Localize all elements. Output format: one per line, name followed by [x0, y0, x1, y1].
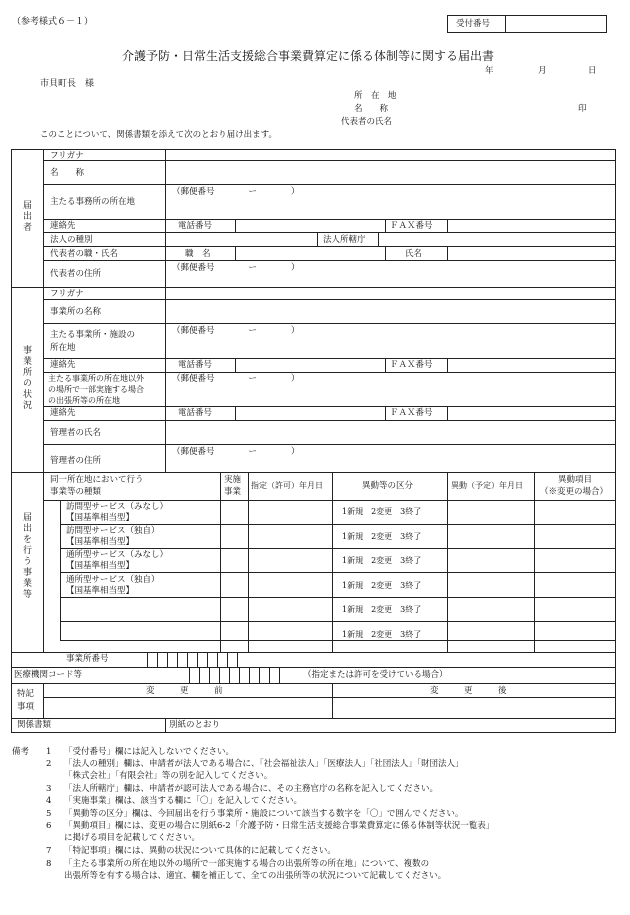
rep-title-label: 職 名 [185, 249, 211, 259]
note-text: 「受付番号」欄には記入しないでください。 [64, 747, 235, 757]
service-implemented-cell[interactable] [222, 549, 246, 571]
before-change-field[interactable] [45, 699, 330, 717]
notifier-furigana-field[interactable] [167, 150, 614, 159]
after-change-header: 変 更 後 [430, 686, 507, 696]
service-implemented-cell[interactable] [222, 501, 246, 523]
note-text: に掲げる項目を記載してください。 [64, 833, 201, 843]
form-reference: （参考様式６－１） [12, 17, 94, 27]
office-furigana-field[interactable] [167, 288, 614, 298]
service-name-line2: 【国基準相当型】 [66, 561, 135, 571]
medical-code-label: 医療機関コード等 [14, 670, 83, 680]
notifier-section-label: 届出者 [21, 200, 31, 233]
col-implemented-2: 事業 [224, 487, 242, 497]
corp-authority-label: 法人所轄庁 [323, 235, 366, 245]
branch-fax-label: ＦＡＸ番号 [390, 408, 433, 418]
notifier-contact-label: 連絡先 [50, 221, 76, 231]
notes-label: 備考 [12, 747, 30, 757]
representative-label: 代表者の氏名 [341, 117, 393, 127]
note-text: 「株式会社」「有限会社」等の別を記入してください。 [64, 771, 273, 781]
col-change-item-2: （※変更の場合） [540, 487, 609, 497]
service-status-options[interactable]: 1新規 2変更 3終了 [342, 581, 422, 590]
office-number-label: 事業所番号 [66, 654, 109, 664]
date-year: 年 [485, 66, 494, 76]
manager-name-label: 管理者の氏名 [50, 428, 102, 438]
service-status-options[interactable]: 1新規 2変更 3終了 [342, 630, 422, 639]
notifier-fax-field[interactable] [449, 220, 614, 231]
branch-phone-label: 電話番号 [178, 408, 213, 418]
service-name-line2: 【国基準相当型】 [66, 586, 135, 596]
note-text: 「実施事業」欄は、該当する欄に「〇」を記入してください。 [64, 796, 303, 806]
note-number: 8 [46, 859, 52, 869]
office-phone-field[interactable] [237, 359, 383, 371]
note-text: 「異動項目」欄には、変更の場合に別紙6-2「介護予防・日常生活支援総合事業費算定に係る体制等状況一覧表」 [64, 821, 495, 831]
medical-code-note: （指定または許可を受けている場合） [303, 670, 448, 680]
office-furigana-label: フリガナ [50, 289, 84, 299]
note-number: 6 [46, 821, 52, 831]
notifier-furigana-label: フリガナ [50, 151, 84, 161]
branch-address-field[interactable] [167, 387, 614, 405]
service-name-line2: 【国基準相当型】 [66, 513, 135, 523]
note-number: 5 [46, 809, 52, 819]
rep-postal-hint: （郵便番号 ー ） [172, 263, 300, 273]
service-implemented-cell[interactable] [222, 525, 246, 547]
notifier-postal-hint: （郵便番号 ー ） [172, 187, 300, 197]
office-location-label-1: 主たる事業所・施設の [50, 330, 136, 340]
service-implemented-cell[interactable] [222, 622, 246, 639]
col-change-item-1: 異動項目 [558, 475, 593, 485]
service-name-line1: 訪問型サービス（独自） [66, 526, 160, 536]
notifier-phone-label: 電話番号 [178, 221, 213, 231]
related-docs-value: 別紙のとおり [169, 720, 221, 730]
note-number: 3 [46, 784, 52, 794]
rep-title-field[interactable] [237, 247, 383, 259]
notifier-phone-field[interactable] [237, 220, 383, 231]
rep-title-name-label: 代表者の職・氏名 [50, 249, 119, 259]
service-name-line1: 通所型サービス（みなし） [66, 550, 169, 560]
date-month: 月 [538, 66, 547, 76]
intro-text: このことについて、関係書類を添えて次のとおり届け出ます。 [40, 130, 277, 140]
receipt-number-field[interactable] [507, 16, 605, 32]
service-name-line1: 訪問型サービス（みなし） [66, 502, 169, 512]
note-text: 「異動等の区分」欄は、今回届出を行う事業所・施設について該当する数字を「〇」で囲んでください。 [64, 809, 464, 819]
col-service-type-1: 同一所在地において行う [50, 475, 144, 485]
office-location-field[interactable] [167, 338, 614, 357]
service-implemented-cell[interactable] [222, 573, 246, 596]
branch-contact-label: 連絡先 [50, 408, 76, 418]
applicant-name-label: 名 称 [354, 104, 389, 114]
col-service-type-2: 事業等の種類 [50, 487, 102, 497]
service-status-options[interactable]: 1新規 2変更 3終了 [342, 532, 422, 541]
note-number: 1 [46, 747, 52, 757]
addressee: 市貝町長 様 [40, 79, 95, 89]
notifier-office-address-label: 主たる事務所の所在地 [50, 197, 136, 207]
service-name-line1: 通所型サービス（独自） [66, 575, 160, 585]
office-name-label: 事業所の名称 [50, 307, 102, 317]
branch-phone-field[interactable] [237, 407, 383, 419]
office-fax-field[interactable] [449, 359, 614, 371]
date-day: 日 [588, 66, 597, 76]
receipt-number-label: 受付番号 [456, 19, 491, 29]
manager-address-field[interactable] [167, 458, 614, 471]
office-phone-label: 電話番号 [178, 360, 213, 370]
manager-postal-hint: （郵便番号 ー ） [172, 447, 300, 457]
office-name-field[interactable] [167, 300, 614, 322]
note-text: 出張所等を有する場合は、適宜、欄を補正して、全ての出張所等の状況について記載してください。 [64, 871, 447, 881]
note-text: 「法人所轄庁」欄は、申請者が認可法人である場合に、その主務官庁の名称を記入してください。 [64, 784, 439, 794]
services-section-label: 届出を行う事業等 [21, 512, 31, 600]
col-change-date: 異動（予定）年月日 [451, 481, 523, 490]
notifier-office-address-field[interactable] [167, 198, 614, 218]
corp-type-label: 法人の種別 [50, 235, 93, 245]
rep-name-field[interactable] [449, 247, 614, 259]
col-change-type: 異動等の区分 [362, 481, 414, 491]
col-implemented-1: 実施 [224, 475, 242, 485]
corp-authority-field[interactable] [380, 233, 614, 245]
manager-address-label: 管理者の住所 [50, 456, 102, 466]
office-postal-hint: （郵便番号 ー ） [172, 326, 300, 336]
note-text: 「特記事項」欄には、異動の状況について具体的に記載してください。 [64, 846, 336, 856]
notifier-fax-label: ＦＡＸ番号 [390, 221, 433, 231]
branch-label-2: の場所で一部実施する場合 [48, 385, 144, 394]
office-location-label-2: 所在地 [50, 343, 76, 353]
office-contact-label: 連絡先 [50, 360, 76, 370]
note-number: 4 [46, 796, 52, 806]
note-text: 「法人の種別」欄は、申請者が法人である場合に、「社会福祉法人」「医療法人」「社団法人」「財団法人」 [64, 759, 464, 769]
service-status-options[interactable]: 1新規 2変更 3終了 [342, 556, 422, 565]
special-notes-label-1: 特記 [17, 689, 35, 699]
rep-address-field[interactable] [167, 275, 614, 286]
notifier-name-field[interactable] [167, 161, 614, 183]
note-number: 7 [46, 846, 52, 856]
branch-fax-field[interactable] [449, 407, 614, 419]
applicant-address-label: 所 在 地 [354, 91, 397, 101]
seal-mark: 印 [578, 104, 587, 114]
manager-name-field[interactable] [167, 421, 614, 443]
rep-name-label: 氏名 [405, 249, 423, 259]
rep-address-label: 代表者の住所 [50, 269, 102, 279]
office-section-label: 事業所の状況 [21, 345, 31, 411]
office-fax-label: ＦＡＸ番号 [390, 360, 433, 370]
related-docs-label: 関係書類 [17, 720, 52, 730]
service-implemented-cell[interactable] [222, 598, 246, 620]
notifier-name-label: 名 称 [50, 168, 85, 178]
note-number: 2 [46, 759, 52, 769]
note-text: 「主たる事業所の所在地以外の場所で一部実施する場合の出張所等の所在地」について、複数の [64, 859, 430, 869]
before-change-header: 変 更 前 [146, 686, 223, 696]
after-change-field[interactable] [334, 699, 614, 717]
branch-label-1: 主たる事業所の所在地以外 [48, 374, 144, 383]
branch-postal-hint: （郵便番号 ー ） [172, 374, 300, 384]
service-status-options[interactable]: 1新規 2変更 3終了 [342, 507, 422, 516]
branch-label-3: の出張所等の所在地 [48, 396, 120, 405]
special-notes-label-2: 事項 [17, 702, 35, 712]
corp-type-field[interactable] [167, 233, 315, 245]
document-title: 介護予防・日常生活支援総合事業費算定に係る体制等に関する届出書 [122, 49, 495, 63]
col-designated-date: 指定（許可）年月日 [251, 481, 323, 490]
service-name-line2: 【国基準相当型】 [66, 537, 135, 547]
service-status-options[interactable]: 1新規 2変更 3終了 [342, 605, 422, 614]
